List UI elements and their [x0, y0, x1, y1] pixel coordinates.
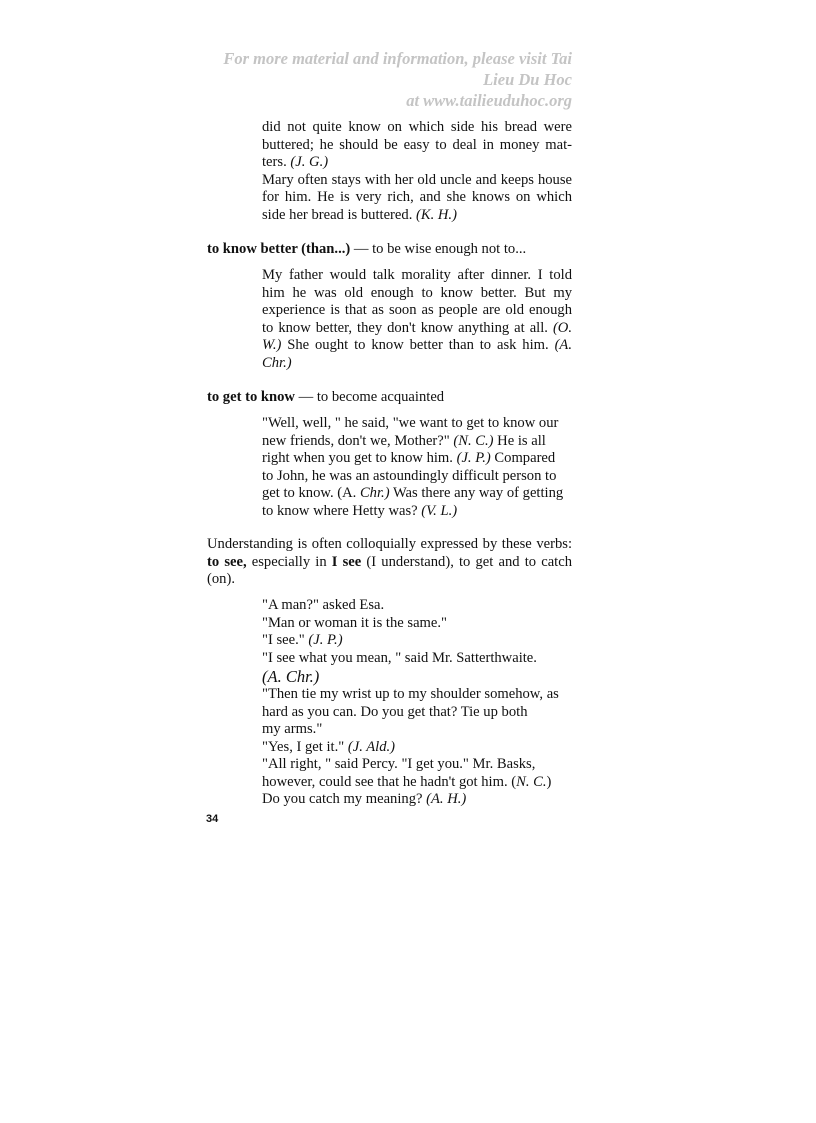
watermark-line: at www.tailieuduhoc.org: [406, 91, 572, 110]
entry-term: to get to know: [207, 389, 295, 405]
quote-block-bread: [262, 119, 572, 224]
dialogue-line: "I see what you mean, " said Mr. Satterthwaite.: [262, 649, 537, 666]
dialogue-line: [262, 739, 582, 757]
citation: N. C.: [516, 773, 547, 790]
entry-get-to-know: [207, 389, 572, 407]
entry-know-better: [207, 241, 572, 259]
dialogue-text: however, could see that he hadn't got him. (: [262, 773, 517, 790]
entry-definition: — to be wise enough not to...: [350, 241, 527, 257]
quote-text: Compared to John, he was an astoundingly difficult person to get to know. (A.: [262, 450, 557, 501]
entry-term: to know better (than...): [207, 241, 351, 257]
intro-term: to see,: [207, 553, 247, 570]
quote-block-see-get: [262, 597, 582, 809]
citation: (J. P.): [456, 450, 491, 466]
dialogue-line: hard as you can. Do you get that? Tie up both: [262, 703, 528, 720]
quote-text: He is all right when you get to know him.: [262, 432, 546, 466]
dialogue-line: [262, 791, 582, 809]
citation: (J. P.): [308, 632, 343, 648]
dialogue-text: ): [546, 773, 552, 790]
intro-term: I see: [331, 553, 362, 570]
watermark-line: Lieu Du Hoc: [483, 70, 572, 89]
quote-text: did not quite know on which side his bread were buttered; he should be easy to deal in money mat-ters.: [262, 119, 572, 170]
citation: (O. W.): [262, 319, 572, 353]
dialogue-line: my arms.": [262, 721, 323, 737]
citation: (V. L.): [421, 502, 458, 519]
dialogue-text: Do you catch my meaning?: [262, 791, 423, 807]
watermark-line: For more material and information, please visit Tai: [223, 49, 572, 68]
citation: (J. G.): [290, 154, 329, 170]
page-number: 34: [206, 813, 219, 825]
dialogue-line: "All right, " said Percy. "I get you." Mr. Basks,: [262, 756, 536, 772]
dialogue-line: "Then tie my wrist up to my shoulder somehow, as: [262, 686, 559, 702]
citation: (A. Chr.): [262, 337, 572, 371]
citation: Chr.): [359, 485, 390, 501]
quote-text: My father would talk morality after dinner. I told him he was old enough to know better. But my experience is that as soon as people are old enough to know better, they don't know anything at all.: [262, 267, 572, 336]
intro-text: especially in: [246, 553, 332, 570]
dialogue-line: "Man or woman it is the same.": [262, 614, 447, 631]
dialogue-line: "A man?" asked Esa.: [262, 597, 385, 613]
citation: (A. H.): [426, 791, 467, 807]
citation: (J. Ald.): [347, 738, 396, 755]
intro-text: Understanding is often colloquially expressed by these verbs:: [207, 536, 572, 552]
dialogue-line: [262, 774, 582, 792]
watermark: [152, 48, 572, 111]
quote-text: Was there any way of getting to know where Hetty was?: [262, 485, 564, 519]
entry-definition: — to become acquainted: [294, 389, 445, 405]
quote-block-get-to-know: [262, 415, 567, 520]
dialogue-text: "I see.": [262, 632, 305, 648]
citation: (A. Chr.): [262, 667, 320, 686]
quote-text: "Well, well, " he said, "we want to get to know our new friends, don't we, Mother?": [262, 415, 559, 449]
intro-text: (I understand), to get and to catch (on).: [207, 553, 573, 587]
quote-text: Mary often stays with her old uncle and keeps house for him. He is very rich, and she knows on which side her bread is buttered.: [262, 171, 572, 223]
intro-paragraph: [207, 536, 572, 589]
dialogue-line: [262, 667, 582, 686]
citation: (N. C.): [453, 432, 494, 449]
quote-text: She ought to know better than to ask him.: [281, 337, 549, 353]
dialogue-text: "Yes, I get it.": [262, 738, 345, 755]
dialogue-line: [262, 632, 582, 650]
citation: (K. H.): [416, 206, 457, 223]
quote-block-know-better: [262, 267, 572, 372]
